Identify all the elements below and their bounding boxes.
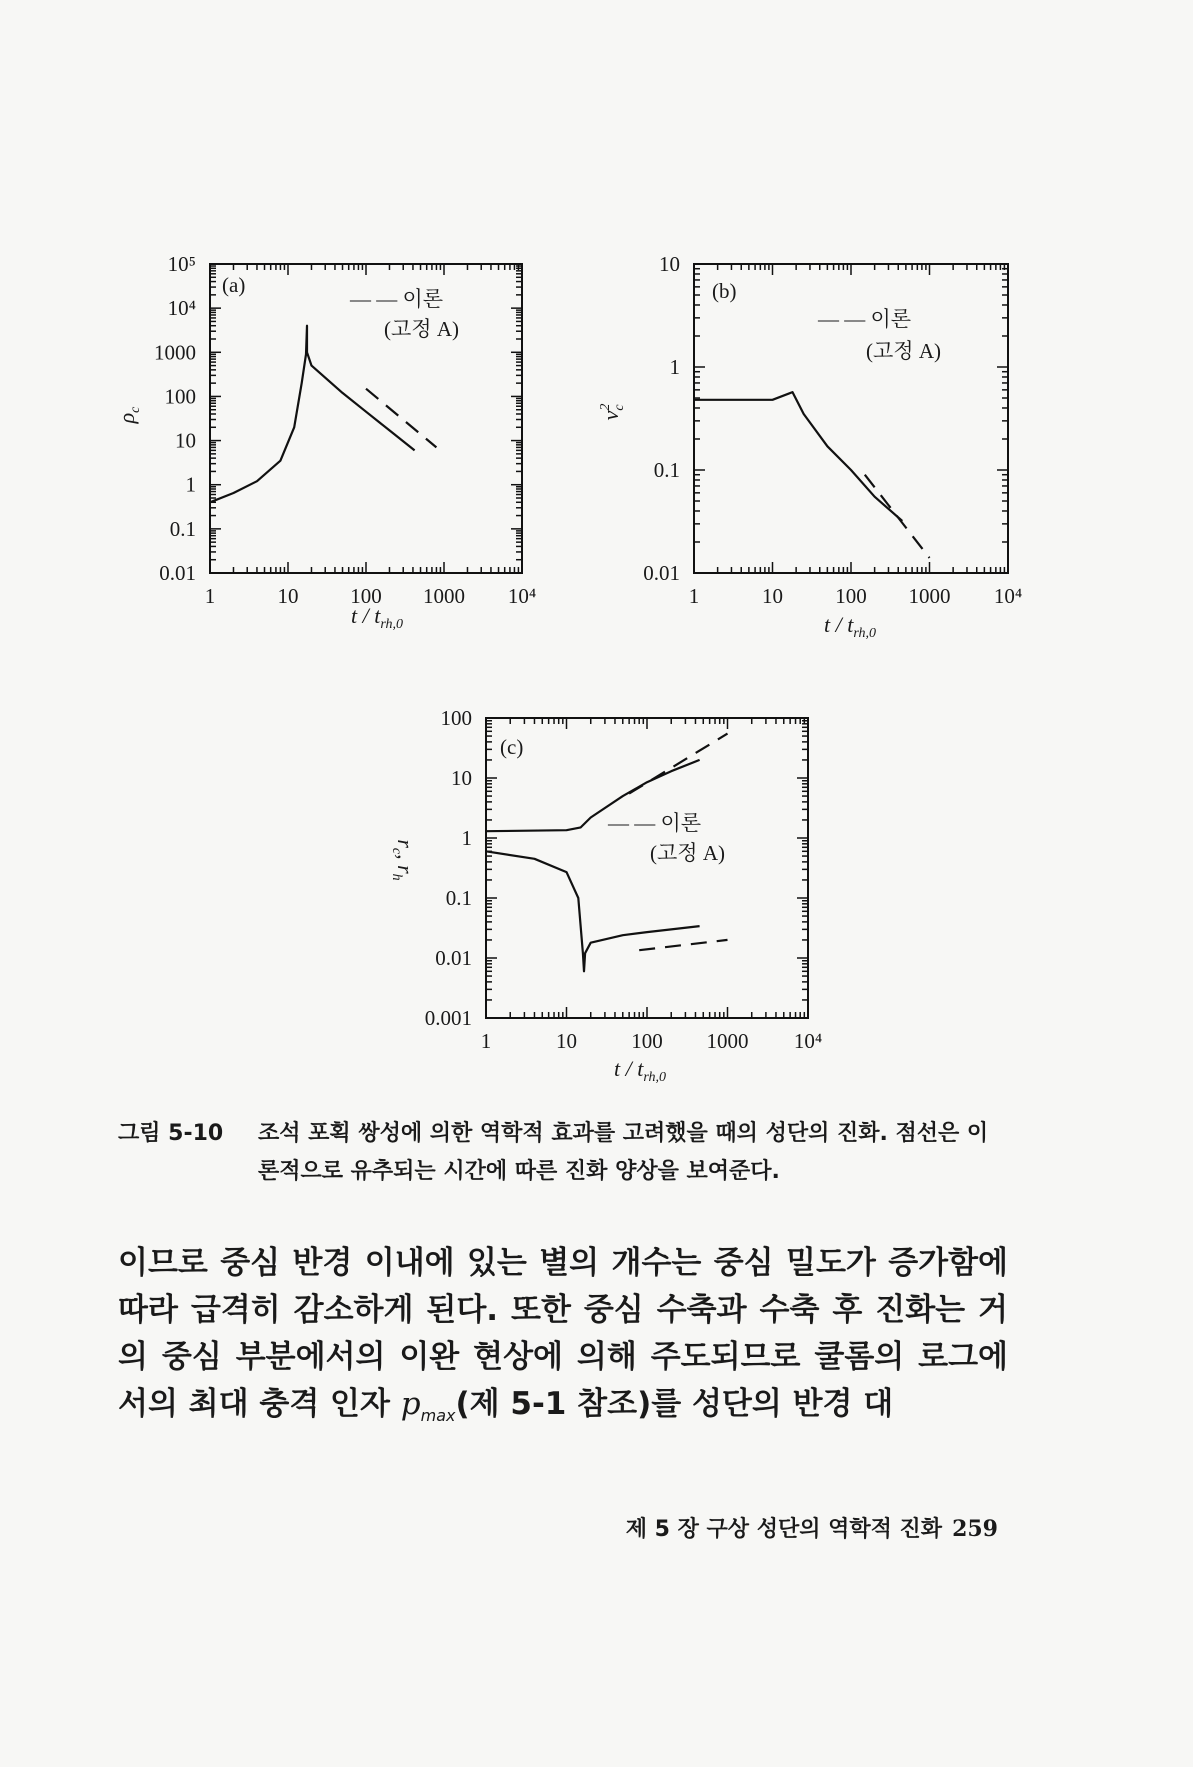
y-axis-label-c: $r_c$, $r_h$ — [389, 839, 418, 881]
chart-b — [590, 240, 1030, 660]
x-tick-label: 1 — [688, 584, 700, 608]
legend-b-line1: — — 이론 — [818, 307, 912, 331]
caption-number: 그림 5-10 — [118, 1121, 224, 1146]
y-tick-label: 0.01 — [435, 946, 472, 970]
body-paragraph — [118, 1240, 1008, 1439]
footer-chapter: 제 5 장 구상 성단의 역학적 진화 — [625, 1517, 943, 1542]
x-tick-label: 10⁴ — [793, 1029, 823, 1053]
y-tick-label: 10 — [175, 428, 196, 453]
chart-a — [100, 240, 580, 660]
y-axis-label-a: $\rho_c$ — [114, 406, 143, 424]
page-footer — [538, 1512, 998, 1543]
body-text-before: 이므로 중심 반경 이내에 있는 별의 개수는 중심 밀도가 증가함에 따라 급격히 감소하게 된다. 또한 중심 수축과 수축 후 진화는 거의 중심 부분에서의 이완 현상에 의해 주도되므로 쿨롬의 로그에서의 최대 충격 인자 — [118, 1245, 1008, 1422]
y-tick-labels-a — [154, 252, 196, 585]
legend-c-line2: (고정 A) — [650, 841, 725, 865]
y-tick-label: 0.1 — [445, 886, 472, 910]
y-tick-label: 0.001 — [424, 1006, 472, 1030]
y-tick-label: 0.1 — [653, 458, 680, 482]
legend-a-line1: — — 이론 — [350, 287, 444, 311]
p-max-subscript: max — [420, 1406, 456, 1426]
x-tick-label: 100 — [835, 584, 867, 608]
x-tick-label: 10 — [556, 1029, 577, 1053]
legend-a-line2: (고정 A) — [384, 317, 459, 341]
y-tick-labels-b — [643, 252, 680, 585]
series-solid-line — [486, 851, 700, 971]
y-tick-label: 10⁵ — [167, 252, 196, 276]
legend-b-line2: (고정 A) — [866, 339, 941, 363]
panel-label-b: (b) — [712, 279, 737, 303]
series-b — [694, 392, 930, 558]
y-tick-label: 0.01 — [643, 561, 680, 585]
page-number: 259 — [952, 1516, 998, 1542]
y-tick-label: 1000 — [154, 340, 196, 365]
legend-c-line1: — — 이론 — [608, 811, 702, 835]
x-tick-label: 10 — [277, 584, 299, 608]
p-max-symbol: p — [400, 1386, 421, 1422]
series-dashed-line — [865, 475, 930, 558]
panel-label-c: (c) — [500, 735, 524, 759]
x-tick-labels-c — [481, 1029, 822, 1053]
plot-area-a — [210, 264, 522, 573]
chart-c — [370, 690, 830, 1100]
series-dashed-line — [639, 940, 727, 950]
x-tick-label: 100 — [350, 584, 382, 608]
x-tick-label: 1000 — [423, 584, 465, 608]
series-solid-line — [210, 326, 415, 503]
x-axis-label-a: t / $t_{rh,0}$ — [350, 603, 404, 632]
y-tick-label: 10 — [659, 252, 680, 276]
plot-area-b — [694, 264, 1008, 573]
y-tick-label: 1 — [669, 355, 680, 379]
y-tick-label: 0.1 — [169, 516, 196, 541]
caption-text: 조석 포획 쌍성에 의한 역학적 효과를 고려했을 때의 성단의 진화. 점선은 이론적으로 유추되는 시간에 따른 진화 양상을 보여준다. — [258, 1121, 989, 1184]
y-tick-label: 1 — [461, 826, 472, 850]
plot-area-c — [486, 718, 808, 1018]
x-tick-label: 1000 — [908, 584, 951, 608]
y-tick-label: 10⁴ — [167, 296, 196, 321]
x-tick-labels-b — [689, 584, 1022, 608]
x-tick-label: 10⁴ — [507, 584, 537, 608]
x-tick-label: 100 — [631, 1029, 663, 1053]
x-tick-label: 10 — [762, 584, 783, 608]
y-tick-label: 10 — [451, 766, 472, 790]
x-tick-label: 1 — [480, 1029, 492, 1053]
y-tick-label: 100 — [164, 384, 196, 409]
x-axis-label-c: t / $t_{rh,0}$ — [613, 1056, 667, 1085]
x-tick-label: 10⁴ — [993, 584, 1023, 608]
frame-c — [486, 718, 808, 1018]
y-tick-label: 1 — [185, 472, 196, 497]
y-tick-labels-c — [425, 706, 472, 1030]
y-tick-label: 0.01 — [159, 561, 196, 585]
x-tick-label: 1 — [204, 584, 216, 608]
y-tick-label: 100 — [440, 706, 472, 730]
y-axis-label-b: $v^2c$ — [598, 403, 627, 421]
x-axis-label-b: t / $t_{rh,0}$ — [823, 612, 877, 641]
series-solid-line — [694, 392, 902, 521]
series-a — [210, 326, 436, 503]
body-text-after: (제 5-1 참조)를 성단의 반경 대 — [455, 1386, 894, 1422]
panel-label-a: (a) — [222, 273, 246, 297]
x-tick-label: 1000 — [706, 1029, 749, 1053]
figure-caption — [118, 1115, 1003, 1191]
ticks-c — [486, 718, 808, 1018]
